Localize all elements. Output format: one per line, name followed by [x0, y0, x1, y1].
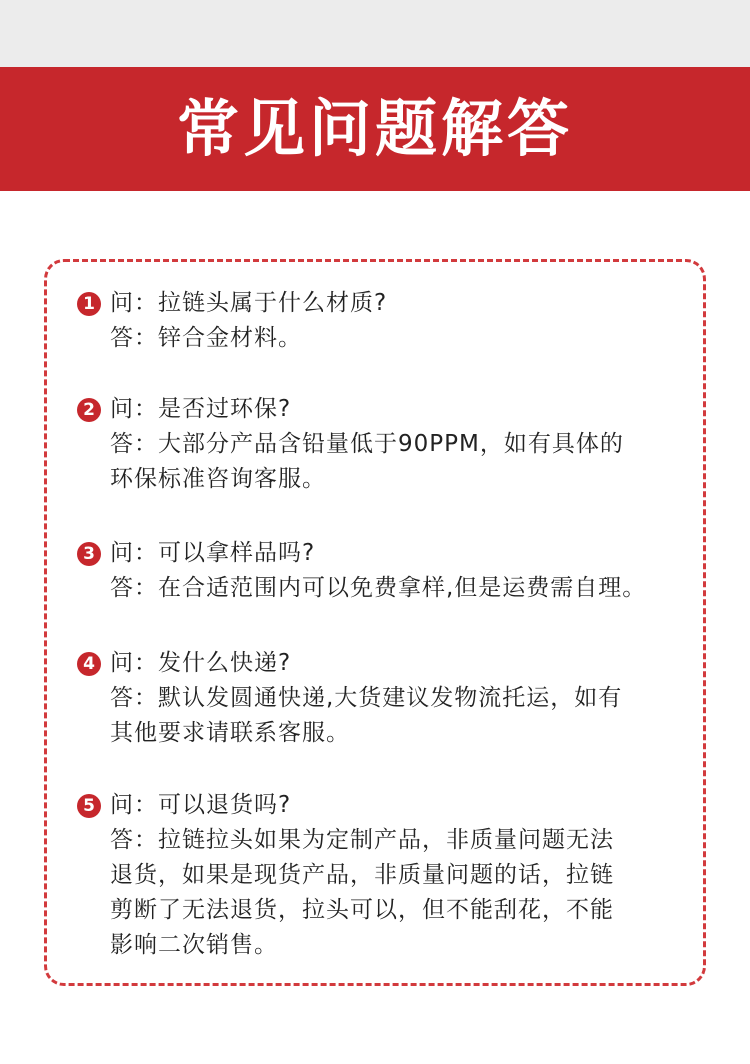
- faq-answer: 答：默认发圆通快递,大货建议发物流托运，如有: [110, 685, 623, 711]
- faq-answer-line: [80, 716, 700, 751]
- faq-item-2: [80, 392, 700, 497]
- faq-answer-line: [80, 823, 700, 858]
- faq-question-line: [80, 286, 700, 321]
- faq-item-3: [80, 536, 700, 606]
- faq-question: 问：拉链头属于什么材质?: [110, 290, 388, 316]
- faq-item-4: [80, 646, 700, 751]
- faq-answer: 影响二次销售。: [110, 932, 278, 958]
- faq-answer: 答：锌合金材料。: [110, 325, 302, 351]
- faq-answer-line: [80, 571, 700, 606]
- number-badge-icon: 3: [77, 542, 101, 566]
- number-badge-icon: 1: [77, 292, 101, 316]
- top-strip: [0, 0, 750, 67]
- faq-question-line: [80, 788, 700, 823]
- faq-question-line: [80, 392, 700, 427]
- faq-answer: 答：拉链拉头如果为定制产品，非质量问题无法: [110, 827, 614, 853]
- faq-question: 问：发什么快递?: [110, 650, 292, 676]
- faq-answer-line: [80, 858, 700, 893]
- faq-answer: 环保标准咨询客服。: [110, 466, 326, 492]
- faq-answer: 其他要求请联系客服。: [110, 720, 350, 746]
- faq-item-5: [80, 788, 700, 963]
- faq-answer-line: [80, 893, 700, 928]
- faq-answer: 剪断了无法退货，拉头可以，但不能刮花，不能: [110, 897, 614, 923]
- faq-answer-line: [80, 321, 700, 356]
- faq-question-line: [80, 536, 700, 571]
- faq-answer-line: [80, 681, 700, 716]
- faq-question: 问：可以拿样品吗?: [110, 540, 316, 566]
- faq-question-line: [80, 646, 700, 681]
- faq-answer-line: [80, 427, 700, 462]
- number-badge-icon: 2: [77, 398, 101, 422]
- faq-answer-line: [80, 928, 700, 963]
- header-banner: [0, 67, 750, 191]
- faq-answer: 退货，如果是现货产品，非质量问题的话，拉链: [110, 862, 614, 888]
- faq-item-1: [80, 286, 700, 356]
- faq-card: [44, 259, 706, 986]
- faq-answer: 答：在合适范围内可以免费拿样,但是运费需自理。: [110, 575, 647, 601]
- number-badge-icon: 4: [77, 652, 101, 676]
- number-badge-icon: 5: [77, 794, 101, 818]
- faq-answer-line: [80, 462, 700, 497]
- faq-question: 问：可以退货吗?: [110, 792, 292, 818]
- faq-question: 问：是否过环保?: [110, 396, 292, 422]
- faq-answer: 答：大部分产品含铅量低于90PPM，如有具体的: [110, 431, 624, 457]
- page-title: 常见问题解答: [176, 92, 573, 165]
